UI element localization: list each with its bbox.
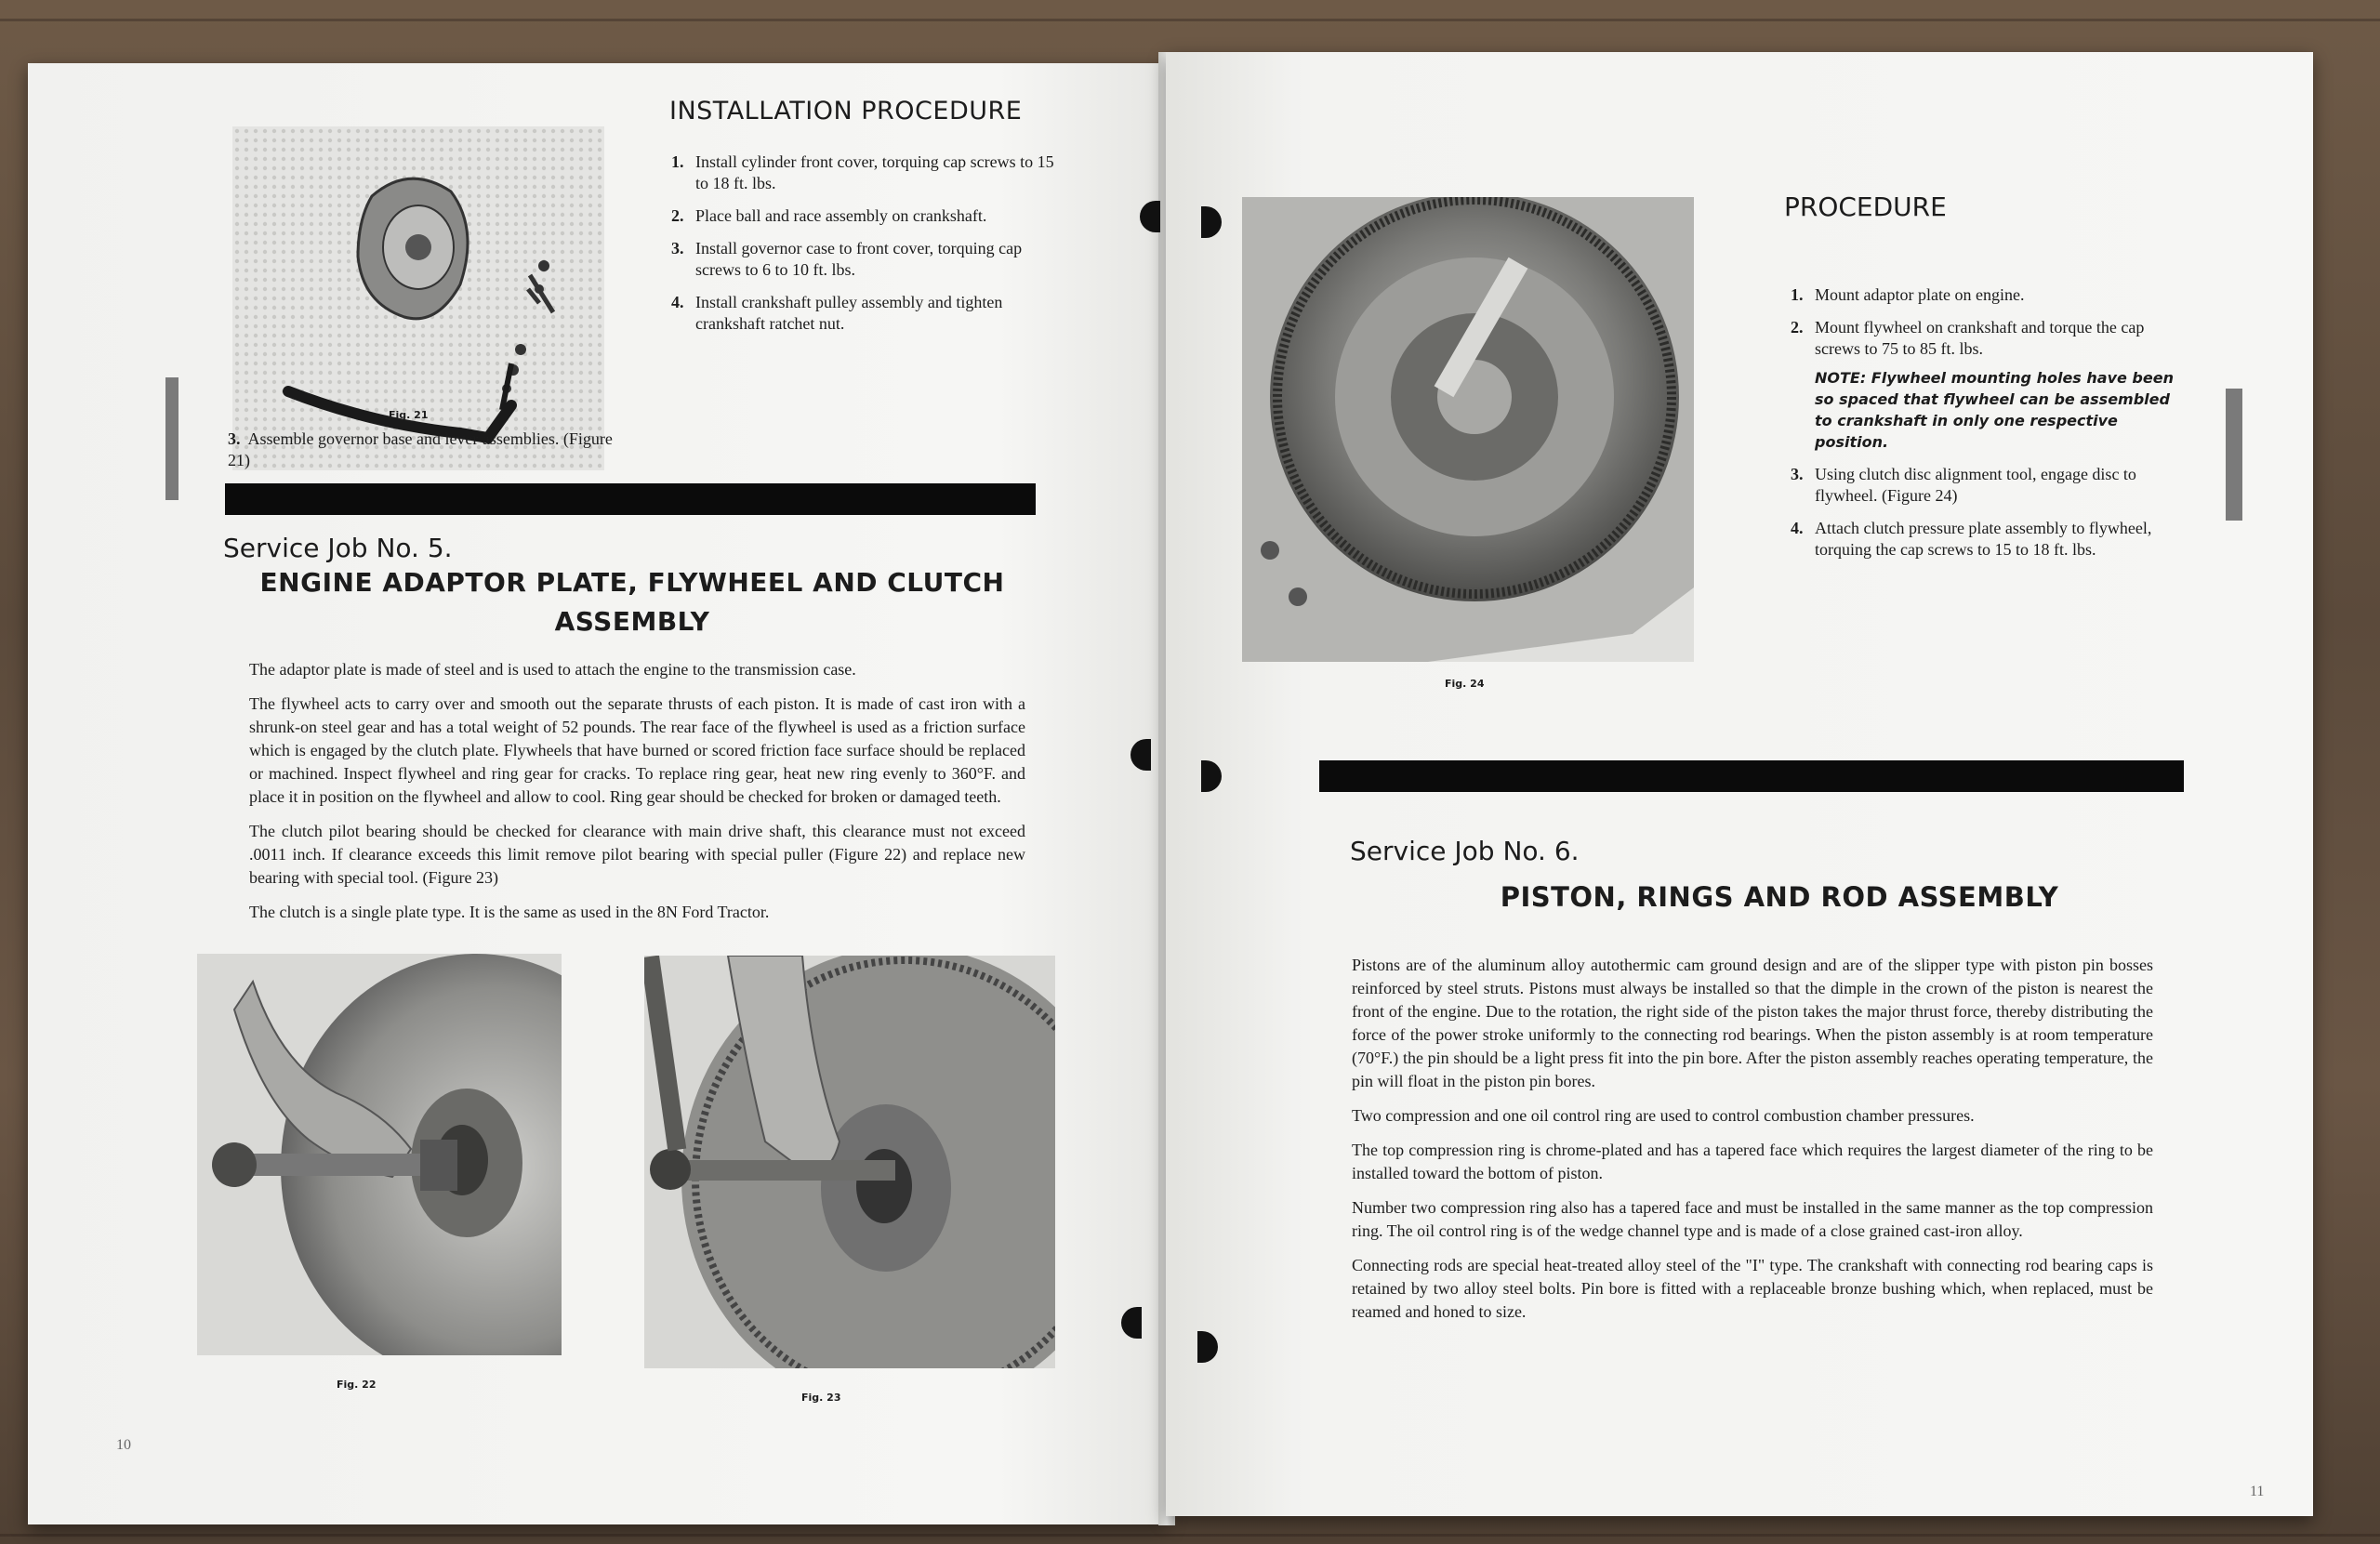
body-paragraph: Pistons are of the aluminum alloy autothermic cam ground design and are of the slipper type with piston pin bosses reinforced by steel struts. Pistons must always be installed so that the dimple in the crown of the piston is nearest the front of the engine. Due to the rotation, the right side of the piston takes the major thrust force, thereby distributing the force of the power stroke uniformly to the connecting rod bearings. When the piston assembly is at room temperature (70°F.) the pin should be a light press fit into the pin bore. After the piston assembly reaches operating temperature, the pin will float in the piston pin bores. [1352, 956, 2153, 1090]
body-paragraph: Two compression and one oil control ring are used to control combustion chamber pressures. [1352, 1106, 1975, 1125]
body-paragraph: The clutch pilot bearing should be checked for clearance with main drive shaft, this clearance must not exceed .0011 inch. If clearance exceeds this limit remove pilot bearing with special puller (Figure 22) and replace new bearing with special tool. (Figure 23) [249, 822, 1025, 887]
fig23-caption: Fig. 23 [801, 1392, 841, 1404]
body-paragraph: The clutch is a single plate type. It is the same as used in the 8N Ford Tractor. [249, 903, 770, 921]
installation-step: 1. Install cylinder front cover, torquing cap screws to 15 to 18 ft. lbs. [671, 152, 1054, 192]
wood-grain [0, 19, 2380, 21]
page-number: 10 [116, 1437, 131, 1453]
service-job-label: Service Job No. 6. [1350, 836, 1580, 866]
body-paragraph: The flywheel acts to carry over and smooth out the separate thrusts of each piston. It is made of cast iron with a shrunk-on steel gear and has a total weight of 52 pounds. The rear face of the flywheel is used as a friction surface which is engaged by the clutch plate. Flywheels that have burned or scored friction face surface should be replaced or machined. Inspect flywheel and ring gear for cracks. To replace ring gear, heat new ring evenly to 360°F. and place it in position on the flywheel and allow to cool. Ring gear should be checked for broken or damaged teeth. [249, 694, 1025, 806]
page-edge-mark [2226, 389, 2242, 521]
procedure-note: NOTE: Flywheel mounting holes have been so spaced that flywheel can be assembled to crankshaft in only one respective position. [1815, 369, 2174, 451]
procedure-step: 4. Attach clutch pressure plate assembly to flywheel, torquing the cap screws to 15 to 18 ft. lbs. [1791, 519, 2152, 559]
service-job-body [249, 658, 1025, 935]
service-job-label: Service Job No. 5. [223, 533, 453, 563]
service-job-title-line2: ASSEMBLY [554, 606, 710, 637]
procedure-steps [1791, 284, 2190, 572]
fig21-caption: Fig. 21 [389, 409, 429, 421]
page-number: 11 [2250, 1484, 2265, 1499]
section-divider-bar [225, 483, 1036, 515]
body-paragraph: The top compression ring is chrome-plated and has a tapered face which requires the largest diameter of the ring to be installed toward the bottom of piston. [1352, 1141, 2153, 1182]
body-paragraph: Connecting rods are special heat-treated alloy steel of the "I" type. The crankshaft with connecting rod bearing caps is retained by two alloy steel bolts. Pin bore is fitted with a replaceable bronze bushing which, when replaced, must be reamed and honed to size. [1352, 1256, 2153, 1321]
body-paragraph: The adaptor plate is made of steel and is used to attach the engine to the transmission case. [249, 660, 856, 679]
installation-step: 2. Place ball and race assembly on crankshaft. [671, 206, 987, 225]
installation-step: 4. Install crankshaft pulley assembly and tighten crankshaft ratchet nut. [671, 293, 1003, 333]
service-job-body [1352, 954, 2153, 1335]
installation-steps [671, 152, 1071, 346]
fig24-photo [1242, 197, 1694, 662]
fig21-step [228, 429, 618, 471]
procedure-step: 2. Mount flywheel on crankshaft and torque the cap screws to 75 to 85 ft. lbs. NOTE: Flywheel mounting holes have been so spaced that flywheel can be assembled to crankshaft in only one respective position. [1791, 317, 2190, 453]
fig22-photo [197, 954, 562, 1355]
fig24-caption: Fig. 24 [1445, 678, 1485, 690]
section-divider-bar [1319, 760, 2184, 792]
wood-grain [0, 1534, 2380, 1537]
fig23-photo [644, 956, 1055, 1368]
installation-step: 3. Install governor case to front cover, torquing cap screws to 6 to 10 ft. lbs. [671, 239, 1023, 279]
fig22-caption: Fig. 22 [337, 1379, 377, 1391]
procedure-step: 1. Mount adaptor plate on engine. [1791, 285, 2025, 304]
procedure-title: PROCEDURE [1784, 191, 1947, 222]
left-page [28, 63, 1168, 1524]
right-page [1166, 52, 2313, 1516]
installation-title: INSTALLATION PROCEDURE [669, 97, 1023, 125]
service-job-title: ENGINE ADAPTOR PLATE, FLYWHEEL AND CLUTCH [259, 567, 1005, 598]
service-job-title: PISTON, RINGS AND ROD ASSEMBLY [1500, 881, 2059, 913]
procedure-step: 3. Using clutch disc alignment tool, engage disc to flywheel. (Figure 24) [1791, 465, 2136, 505]
body-paragraph: Number two compression ring also has a tapered face and must be installed in the same manner as the top compression ring. The oil control ring is of the wedge channel type and is made of a close grained cast-iron alloy. [1352, 1198, 2153, 1240]
fig21-step-text: Assemble governor base and lever assemblies. (Figure 21) [228, 429, 613, 469]
fig21-step-num: 3. [228, 429, 241, 448]
page-edge-mark [165, 377, 178, 500]
